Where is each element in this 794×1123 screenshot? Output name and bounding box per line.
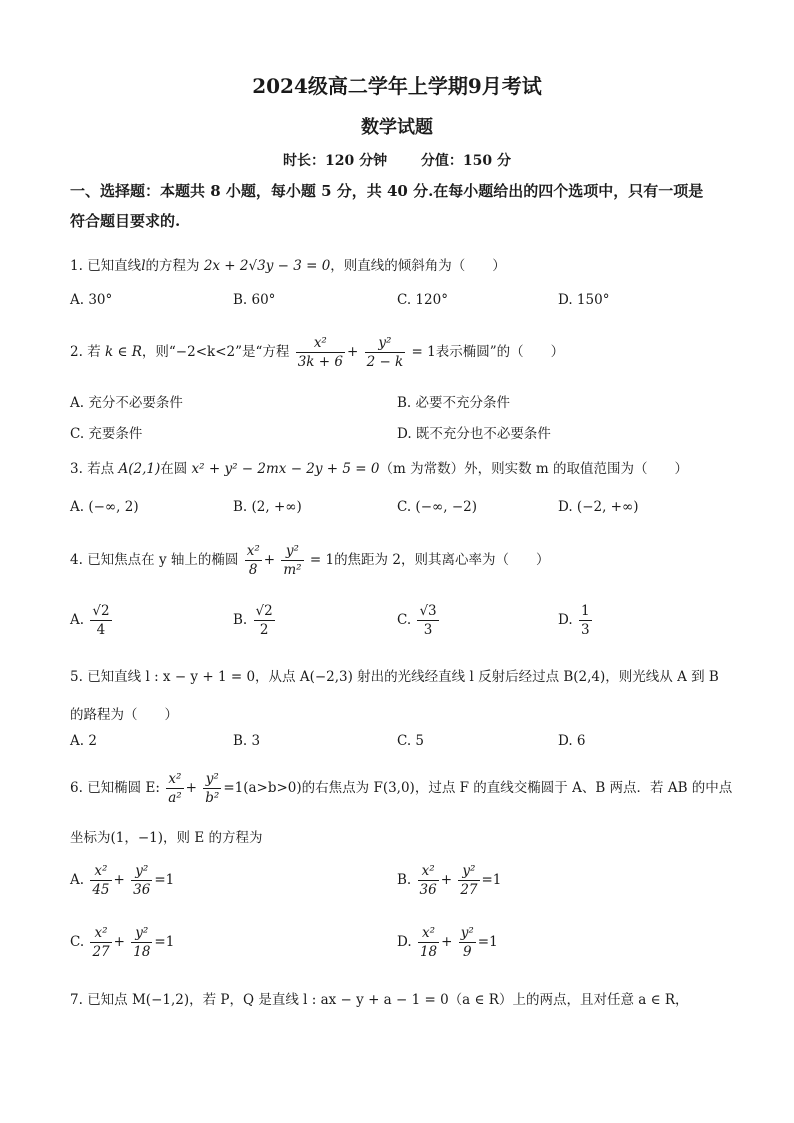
frac-num: √2 — [255, 603, 273, 619]
fraction — [90, 602, 111, 639]
math-rhs: = 1 — [411, 344, 436, 360]
question-text: ，则直线的倾斜角为（ ） — [330, 258, 506, 274]
option-label: A. — [70, 612, 85, 628]
question-number: 3. — [70, 461, 83, 477]
frac-num: x² — [90, 862, 111, 881]
option-b: B. 必要不充分条件 — [397, 395, 511, 411]
question-2: 2. 若 k ∈ R，则“−2<k<2”是“方程 $\frac{\text{x²}}{3k + 6}$ + $\frac{\text{y²}}{2 - k}$ = 1表示椭圆”的（ ） — [70, 335, 565, 370]
question-text: 已知直线 — [87, 258, 142, 274]
fraction — [281, 542, 303, 579]
question-6-line2: 坐标为(1，−1)，则 E 的方程为 — [70, 830, 263, 846]
math-condition: k ∈ R — [104, 344, 142, 360]
section-heading — [70, 176, 730, 236]
fraction — [365, 334, 406, 371]
frac-den: 3 — [423, 622, 433, 638]
option-label: C. — [70, 934, 85, 950]
section-heading-line2: 符合题目要求的. — [70, 212, 181, 230]
option-c — [397, 602, 441, 639]
question-text: ，则“−2<k<2”是“方程 — [141, 344, 290, 360]
frac-den: 18 — [133, 944, 151, 960]
fraction — [90, 924, 111, 961]
score: 分值：150 分 — [420, 153, 511, 169]
frac-num: y² — [131, 862, 152, 881]
option-c: C. 5 — [397, 733, 425, 749]
option-a: A. 充分不必要条件 — [70, 395, 183, 411]
frac-num: y² — [203, 770, 221, 789]
option-label: A. — [70, 872, 85, 888]
question-5 — [70, 665, 719, 685]
question-1 — [70, 254, 506, 274]
question-number: 5. — [70, 669, 83, 685]
frac-den: 27 — [92, 944, 110, 960]
fraction — [166, 770, 183, 807]
frac-den: 45 — [92, 882, 110, 898]
option-d: D. 既不充分也不必要条件 — [397, 426, 551, 442]
option-c: C. (−∞, −2) — [397, 499, 478, 515]
math-rhs: =1 — [154, 872, 175, 888]
math-rhs: =1 — [154, 934, 175, 950]
section-heading-line1: 一、选择题：本题共 8 小题，每小题 5 分，共 40 分.在每小题给出的四个选项中，只有一项是 — [70, 182, 704, 200]
frac-den: 3 — [580, 622, 590, 638]
option-label: B. — [397, 872, 412, 888]
frac-num: y² — [365, 334, 406, 353]
frac-num: 1 — [580, 603, 590, 619]
frac-num: x² — [246, 543, 260, 559]
option-b: B. $\frac{\text{x²}}{36}$ + $\frac{\text{y²}}{27}$ =1 — [397, 863, 502, 898]
frac-den: 3k + 6 — [297, 354, 343, 370]
question-text: 已知点 M(−1,2)，若 P，Q 是直线 l : ax − y + a − 1 = 0（a ∈ R）上的两点，且对任意 a ∈ R， — [87, 992, 689, 1008]
fraction — [418, 924, 439, 961]
math-point: A(2,1) — [118, 461, 161, 477]
fraction — [296, 334, 345, 371]
frac-den: 4 — [96, 622, 106, 638]
question-3 — [70, 457, 688, 477]
question-7 — [70, 988, 689, 1008]
option-label: B. — [233, 612, 248, 628]
frac-num: √2 — [92, 603, 110, 619]
question-text: 已知直线 l : x − y + 1 = 0，从点 A(−2,3) 射出的光线经直线 l 反射后经过点 B(2,4)，则光线从 A 到 B — [87, 669, 719, 685]
question-number: 2. — [70, 344, 83, 360]
option-label: D. — [558, 612, 573, 628]
question-number: 1. — [70, 258, 83, 274]
question-text: （m 为常数）外，则实数 m 的取值范围为（ ） — [379, 461, 688, 477]
question-text: 若 — [87, 344, 101, 360]
question-5-line2: 的路程为（ ） — [70, 707, 178, 723]
exam-title: 2024级高二学年上学期9月考试 — [252, 74, 542, 98]
option-d: D. (−2, +∞) — [558, 499, 639, 515]
question-text: 已知焦点在 y 轴上的椭圆 — [87, 552, 239, 568]
option-d — [558, 602, 594, 639]
fraction — [131, 924, 152, 961]
frac-den: 2 — [259, 622, 269, 638]
option-d: D. $\frac{\text{x²}}{18}$ + $\frac{\text{y²}}{9}$ =1 — [397, 925, 498, 960]
option-b — [233, 602, 277, 639]
frac-num: x² — [166, 770, 183, 789]
math-rhs: = 1 — [309, 552, 335, 568]
math-equation: x² + y² − 2mx − 2y + 5 = 0 — [191, 461, 380, 477]
question-number: 6. — [70, 780, 83, 796]
option-a — [70, 602, 114, 639]
exam-meta — [0, 150, 794, 170]
frac-den: m² — [283, 562, 302, 578]
option-c: C. $\frac{\text{x²}}{27}$ + $\frac{\text{y²}}{18}$ =1 — [70, 925, 175, 960]
option-a: A. 30° — [70, 292, 113, 308]
frac-num: y² — [281, 542, 303, 561]
frac-den: 8 — [248, 562, 258, 578]
fraction — [254, 602, 275, 639]
fraction — [418, 862, 439, 899]
frac-den: 36 — [133, 882, 151, 898]
subject-title: 数学试题 — [361, 117, 433, 138]
option-label: C. — [397, 612, 412, 628]
frac-num: y² — [460, 925, 474, 941]
frac-den: 18 — [419, 944, 438, 960]
frac-den: 9 — [462, 944, 472, 960]
option-d: D. 150° — [558, 292, 610, 308]
math-var: l — [141, 258, 146, 274]
frac-den: a² — [168, 790, 182, 806]
fraction — [459, 924, 476, 961]
option-b: B. 60° — [233, 292, 276, 308]
fraction — [245, 542, 262, 579]
question-text: 在圆 — [160, 461, 188, 477]
option-c: C. 充要条件 — [70, 426, 143, 442]
duration: 时长：120 分钟 — [283, 153, 388, 169]
fraction — [579, 602, 592, 639]
frac-num: y² — [458, 862, 479, 881]
option-c: C. 120° — [397, 292, 448, 308]
option-d: D. 6 — [558, 733, 586, 749]
question-text: 若点 — [87, 461, 115, 477]
question-6: 6. 已知椭圆 E: $\frac{\text{x²}}{\text{a²}}$ + $\frac{\text{y²}}{\text{b²}}$ =1(a>b>0)的右焦点为 F(3,0)，过点 F 的直线交椭圆于 A、B 两点．若 AB 的中点 — [70, 771, 733, 806]
math-rhs: =1 — [481, 872, 502, 888]
fraction — [131, 862, 152, 899]
question-number: 7. — [70, 992, 83, 1008]
frac-den: 36 — [419, 882, 437, 898]
option-b: B. (2, +∞) — [233, 499, 302, 515]
question-text: 已知椭圆 E: — [87, 780, 160, 796]
question-number: 4. — [70, 552, 83, 568]
frac-num: x² — [418, 862, 439, 881]
frac-den: 2 − k — [366, 354, 404, 370]
question-text: 的焦距为 2，则其离心率为（ ） — [334, 552, 550, 568]
frac-den: 27 — [460, 882, 478, 898]
option-a: A. 2 — [70, 733, 97, 749]
math-equation: 2x + 2√3y − 3 = 0 — [203, 258, 331, 274]
frac-num: x² — [90, 924, 111, 943]
math-rhs: =1 — [477, 934, 498, 950]
frac-num: y² — [131, 924, 152, 943]
fraction — [90, 862, 111, 899]
frac-num: x² — [418, 924, 439, 943]
option-a: A. (−∞, 2) — [70, 499, 139, 515]
question-4: 4. 已知焦点在 y 轴上的椭圆 $\frac{\text{x²}}{8}$ + $\frac{\text{y²}}{\text{m²}}$ = 1的焦距为 2，则其离心率为（ ） — [70, 543, 550, 578]
question-text: 表示椭圆”的（ ） — [435, 344, 565, 360]
question-text: 的方程为 — [145, 258, 200, 274]
frac-den: b² — [205, 790, 220, 806]
fraction — [458, 862, 479, 899]
fraction — [417, 602, 438, 639]
question-text: =1(a>b>0)的右焦点为 F(3,0)，过点 F 的直线交椭圆于 A、B 两点．若 AB 的中点 — [223, 780, 733, 796]
option-label: D. — [397, 934, 412, 950]
fraction — [203, 770, 221, 807]
option-a: A. $\frac{\text{x²}}{45}$ + $\frac{\text{y²}}{36}$ =1 — [70, 863, 175, 898]
frac-num: √3 — [419, 603, 437, 619]
option-b: B. 3 — [233, 733, 261, 749]
frac-num: x² — [296, 334, 345, 353]
